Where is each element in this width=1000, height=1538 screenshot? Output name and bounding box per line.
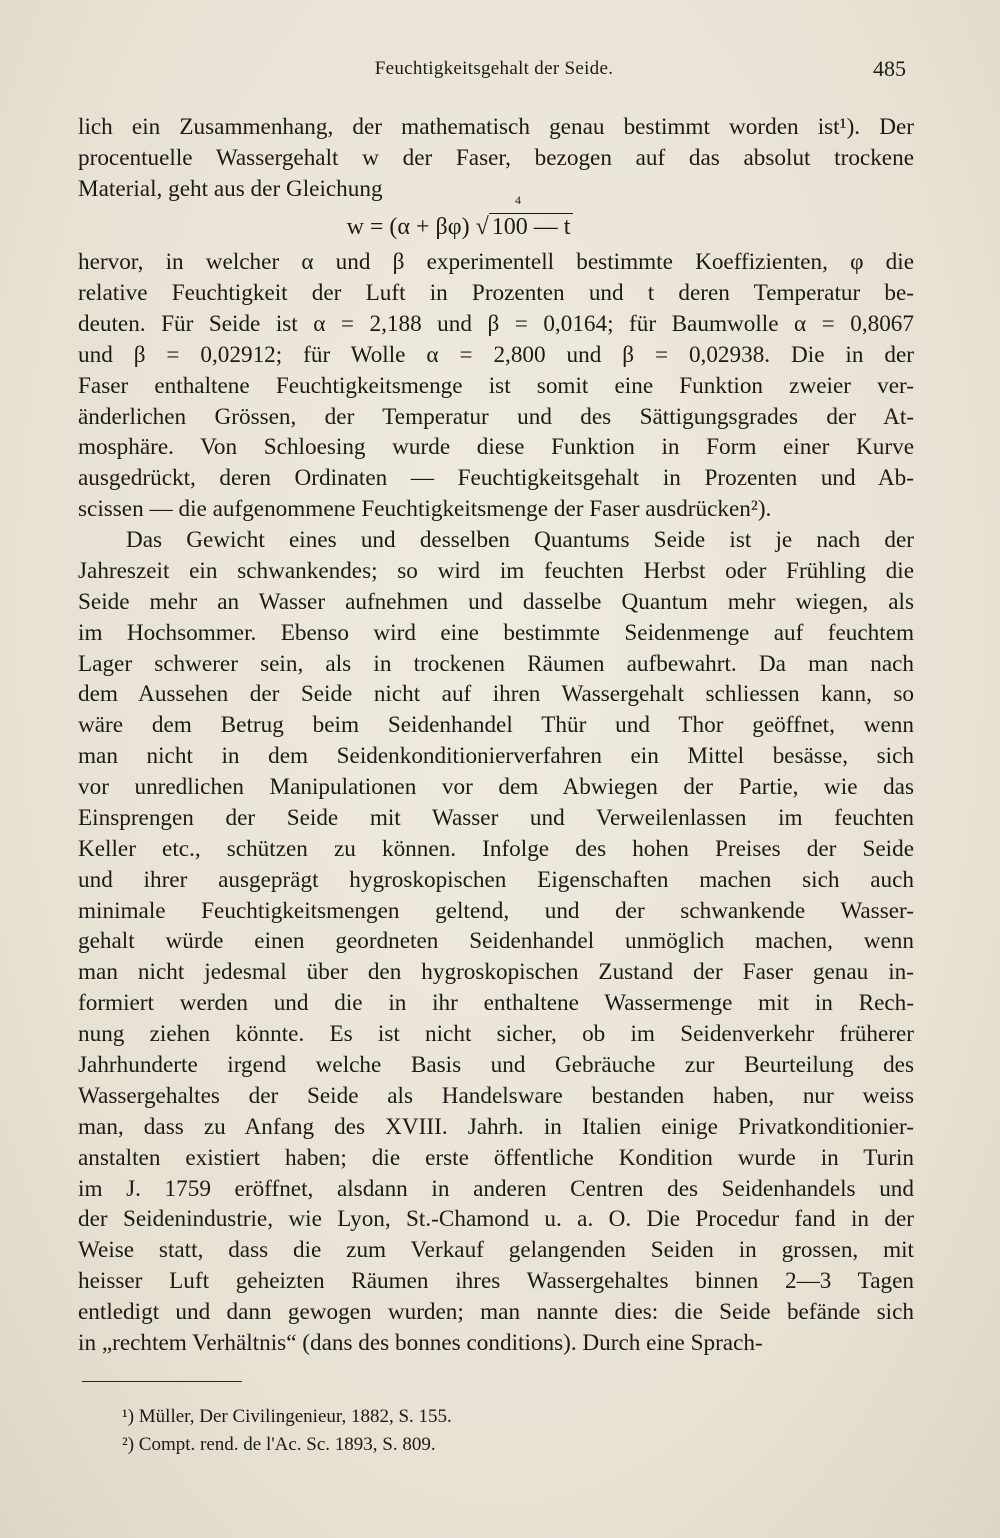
- text-line: Einsprengen der Seide mit Wasser und Verweilenlassen im feuchten: [78, 805, 914, 831]
- text-line: vor unredlichen Manipulationen vor dem Abwiegen der Partie, wie das: [78, 774, 914, 800]
- text-line: im J. 1759 eröffnet, alsdann in anderen Centren des Seidenhandels und: [78, 1176, 914, 1202]
- running-title: Feuchtigkeitsgehalt der Seide.: [374, 58, 614, 79]
- text-line: Das Gewicht eines und desselben Quantums Seide ist je nach der: [126, 527, 914, 553]
- text-line: gehalt würde einen geordneten Seidenhandel unmöglich machen, wenn: [78, 928, 914, 954]
- page-number: 485: [873, 56, 906, 81]
- text-line: heisser Luft geheizten Räumen ihres Wassergehaltes binnen 2—3 Tagen: [78, 1268, 914, 1294]
- text-line: scissen — die aufgenommene Feuchtigkeitsmenge der Faser ausdrücken²).: [78, 496, 772, 522]
- text-line-final: in „rechtem Verhältnis“ (dans des bonnes conditions). Durch eine Sprach-: [78, 1330, 763, 1356]
- radical-sign: √: [475, 214, 489, 240]
- text-line: im Hochsommer. Ebenso wird eine bestimmte Seidenmenge auf feuchtem: [78, 620, 914, 646]
- equation-lhs: w = (α + βφ): [346, 214, 470, 240]
- text-line: und β = 0,02912; für Wolle α = 2,800 und β = 0,02938. Die in der: [78, 342, 914, 368]
- text-line: Material, geht aus der Gleichung: [78, 176, 383, 202]
- text-line: formiert werden und die in ihr enthaltene Wassermenge mit in Rech-: [78, 990, 914, 1016]
- text-line: mosphäre. Von Schloesing wurde diese Funktion in Form einer Kurve: [78, 434, 914, 460]
- text-line: man nicht in dem Seidenkonditionierverfahren ein Mittel besässe, sich: [78, 743, 914, 769]
- footnote: ¹) Müller, Der Civilingenieur, 1882, S. 155.: [122, 1406, 452, 1427]
- text-line: ausgedrückt, deren Ordinaten — Feuchtigkeitsgehalt in Prozenten und Ab-: [78, 465, 914, 491]
- text-line: und ihrer ausgeprägt hygroskopischen Eigenschaften machen sich auch: [78, 867, 914, 893]
- equation: [250, 193, 670, 249]
- text-line: änderlichen Grössen, der Temperatur und des Sättigungsgrades der At-: [78, 404, 914, 430]
- footnote: ²) Compt. rend. de l'Ac. Sc. 1893, S. 809.: [122, 1434, 436, 1455]
- text-line: nung ziehen könnte. Es ist nicht sicher, ob im Seidenverkehr früherer: [78, 1021, 914, 1047]
- text-line: dem Aussehen der Seide nicht auf ihren Wassergehalt schliessen kann, so: [78, 681, 914, 707]
- text-line: minimale Feuchtigkeitsmengen geltend, und der schwankende Wasser-: [78, 898, 914, 924]
- text-line: Seide mehr an Wasser aufnehmen und dasselbe Quantum mehr wiegen, als: [78, 589, 914, 615]
- text-line: der Seidenindustrie, wie Lyon, St.-Chamond u. a. O. Die Procedur fand in der: [78, 1206, 914, 1232]
- text-line: Weise statt, dass die zum Verkauf gelangenden Seiden in grossen, mit: [78, 1237, 914, 1263]
- text-line: Faser enthaltene Feuchtigkeitsmenge ist somit eine Funktion zweier ver-: [78, 373, 914, 399]
- text-line: Wassergehaltes der Seide als Handelsware bestanden haben, nur weiss: [78, 1083, 914, 1109]
- text-line: anstalten existiert haben; die erste öffentliche Kondition wurde in Turin: [78, 1145, 914, 1171]
- text-line: wäre dem Betrug beim Seidenhandel Thür und Thor geöffnet, wenn: [78, 712, 914, 738]
- text-line: hervor, in welcher α und β experimentell bestimmte Koeffizienten, φ die: [78, 249, 914, 275]
- text-line: man nicht jedesmal über den hygroskopischen Zustand der Faser genau in-: [78, 959, 914, 985]
- text-line: Lager schwerer sein, als in trockenen Räumen aufbewahrt. Da man nach: [78, 651, 914, 677]
- footnote-divider: [82, 1381, 242, 1382]
- text-line: procentuelle Wassergehalt w der Faser, bezogen auf das absolut trockene: [78, 145, 914, 171]
- text-line: entledigt und dann gewogen wurden; man nannte dies: die Seide befände sich: [78, 1299, 914, 1325]
- text-line: relative Feuchtigkeit der Luft in Prozenten und t deren Temperatur be-: [78, 280, 914, 306]
- text-line: Keller etc., schützen zu können. Infolge des hohen Preises der Seide: [78, 836, 914, 862]
- text-line: deuten. Für Seide ist α = 2,188 und β = 0,0164; für Baumwolle α = 0,8067: [78, 311, 914, 337]
- text-line: man, dass zu Anfang des XVIII. Jahrh. in Italien einige Privatkonditionier-: [78, 1114, 914, 1140]
- running-head: [78, 58, 910, 92]
- text-line: lich ein Zusammenhang, der mathematisch genau bestimmt worden ist¹). Der: [78, 114, 914, 140]
- text-line: Jahreszeit ein schwankendes; so wird im feuchten Herbst oder Frühling die: [78, 558, 914, 584]
- radicand: 100 — t: [489, 213, 574, 240]
- text-line: Jahrhunderte irgend welche Basis und Gebräuche zur Beurteilung des: [78, 1052, 914, 1078]
- root-index: 4: [515, 193, 521, 207]
